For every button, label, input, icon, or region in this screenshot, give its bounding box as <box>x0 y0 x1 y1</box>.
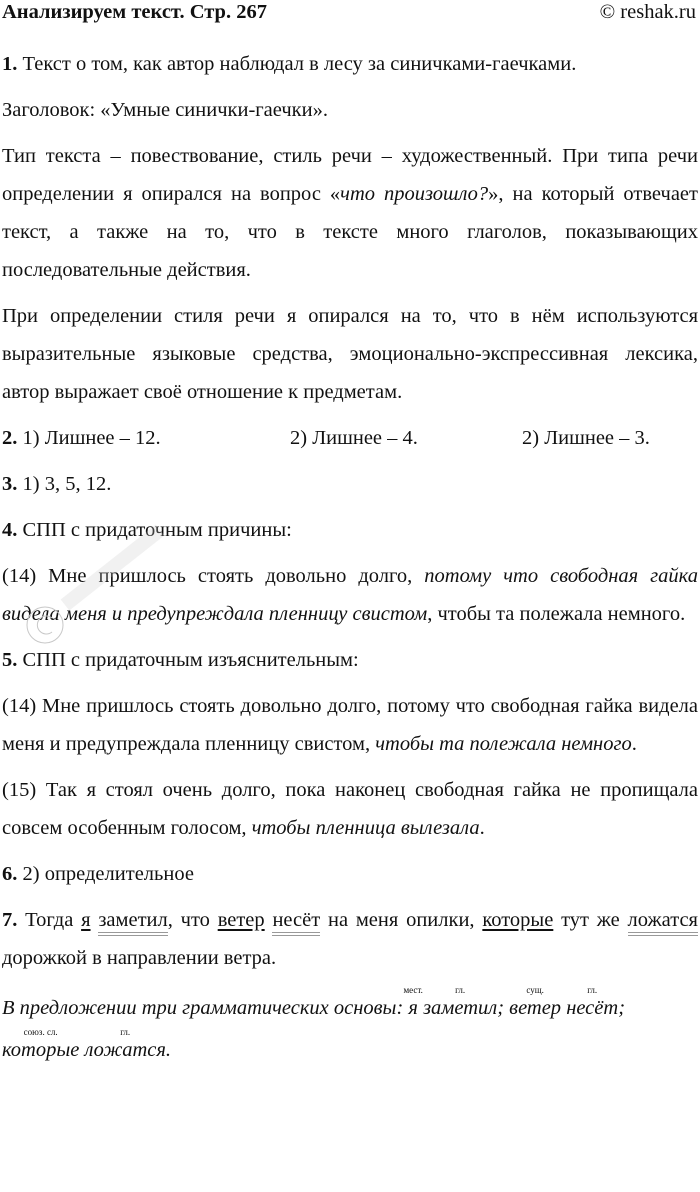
pos-label: мест. <box>403 985 423 995</box>
text: », на который отвечает текст, а также на то, что в тексте много глаголов, показывающих последовательные действия. <box>2 183 698 281</box>
title-line: Заголовок: «Умные синички-гаечки». <box>2 99 328 121</box>
text: (15) Так я стоял очень долго, пока наконец свободная гайка не пропищала совсем особенным голосом, <box>2 779 698 839</box>
answer-text: Текст о том, как автор наблюдал в лесу за синичками-гаечками. <box>17 53 577 75</box>
answer-2-col3: 2) Лишнее – 3. <box>522 427 650 449</box>
clause-italic: чтобы пленница вылезала <box>251 817 480 839</box>
text: , что <box>167 909 218 931</box>
question-italic: что произошло? <box>340 183 489 205</box>
answer-5-example-1 <box>2 687 698 763</box>
annotated-word <box>509 985 562 1021</box>
answer-4-example <box>2 557 698 633</box>
word: ветер <box>509 997 562 1019</box>
answer-5-example-2 <box>2 771 698 847</box>
answer-7 <box>2 901 698 977</box>
text: (14) Мне пришлось стоять довольно долго, <box>2 565 425 587</box>
answer-7-summary: В предложении три грамматических основы: мест. я гл. заметил; сущ. ветер гл. несёт; союз. сл. которые гл. ложатся. <box>2 985 626 1061</box>
answer-6 <box>2 855 698 893</box>
pos-label: сущ. <box>526 985 544 995</box>
item-number: 4. <box>2 519 18 541</box>
source-label: © reshak.ru <box>599 1 696 23</box>
text: СПП с придаточным причины: <box>17 519 292 541</box>
item-number: 6. <box>2 863 18 885</box>
page-title: Анализируем текст. Стр. 267 <box>2 1 267 23</box>
text: , чтобы та полежала немного. <box>427 603 686 625</box>
pos-label: гл. <box>587 985 598 995</box>
word: ложатся <box>84 1039 166 1061</box>
answer-4 <box>2 511 698 549</box>
page-header <box>0 0 700 28</box>
answer-5 <box>2 641 698 679</box>
text: 2) определительное <box>17 863 194 885</box>
style-paragraph: При определении стиля речи я опирался на то, что в нём используются выразительные языковые средства, эмоционально-экспрессивная лексика, автор выражает своё отношение к предметам. <box>2 305 698 403</box>
answer-2-col1 <box>2 419 290 457</box>
clause-italic: чтобы та полежала немного <box>375 733 632 755</box>
predicate-word: заметил <box>98 910 167 936</box>
pos-label: гл. <box>120 1027 131 1037</box>
text: . <box>479 817 485 839</box>
subject-word: ветер <box>217 909 265 931</box>
answer-2 <box>2 419 698 457</box>
text <box>265 909 273 931</box>
text: В предложении три грамматических основы: <box>2 997 409 1019</box>
clause-italic: потому что свободная гайка видела меня и предупреждала пленницу свистом <box>2 565 698 625</box>
text: СПП с придаточным изъяснительным: <box>17 649 359 671</box>
text: . <box>631 733 637 755</box>
answer-1 <box>2 45 698 83</box>
answer-2-col2: 2) Лишнее – 4. <box>290 427 418 449</box>
predicate-word: несёт <box>272 910 320 936</box>
item-number: 1. <box>2 53 18 75</box>
pos-label: гл. <box>455 985 466 995</box>
text: 1) Лишнее – 12. <box>17 427 161 449</box>
subject-word: я <box>81 909 91 931</box>
annotated-word <box>84 1027 166 1063</box>
text: на меня опилки, <box>320 909 483 931</box>
text <box>91 909 99 931</box>
text: Тогда <box>17 909 82 931</box>
text: Тип текста – повествование, стиль речи – художественный. При типа речи определении я опирался на вопрос « <box>2 145 698 205</box>
subject-word: которые <box>482 909 554 931</box>
text-type-paragraph <box>2 137 698 289</box>
predicate-word: ложатся <box>628 910 698 936</box>
annotated-word <box>566 985 619 1021</box>
text: дорожкой в направлении ветра. <box>2 947 277 969</box>
annotated-word <box>403 985 423 1021</box>
answer-content <box>0 45 700 1071</box>
answer-3 <box>2 465 698 503</box>
item-number: 7. <box>2 909 18 931</box>
pos-label: союз. сл. <box>23 1027 58 1037</box>
item-number: 2. <box>2 427 18 449</box>
annotated-word <box>423 985 498 1021</box>
word: несёт <box>566 997 619 1019</box>
item-number: 5. <box>2 649 18 671</box>
item-number: 3. <box>2 473 18 495</box>
word: заметил <box>423 997 498 1019</box>
text: тут же <box>553 909 628 931</box>
word: я <box>408 997 418 1019</box>
word: которые <box>2 1039 80 1061</box>
annotated-word <box>2 1027 80 1063</box>
text: 1) 3, 5, 12. <box>17 473 112 495</box>
text: (14) Мне пришлось стоять довольно долго, потому что свободная гайка видела меня и предупреждала пленницу свистом, <box>2 695 698 755</box>
